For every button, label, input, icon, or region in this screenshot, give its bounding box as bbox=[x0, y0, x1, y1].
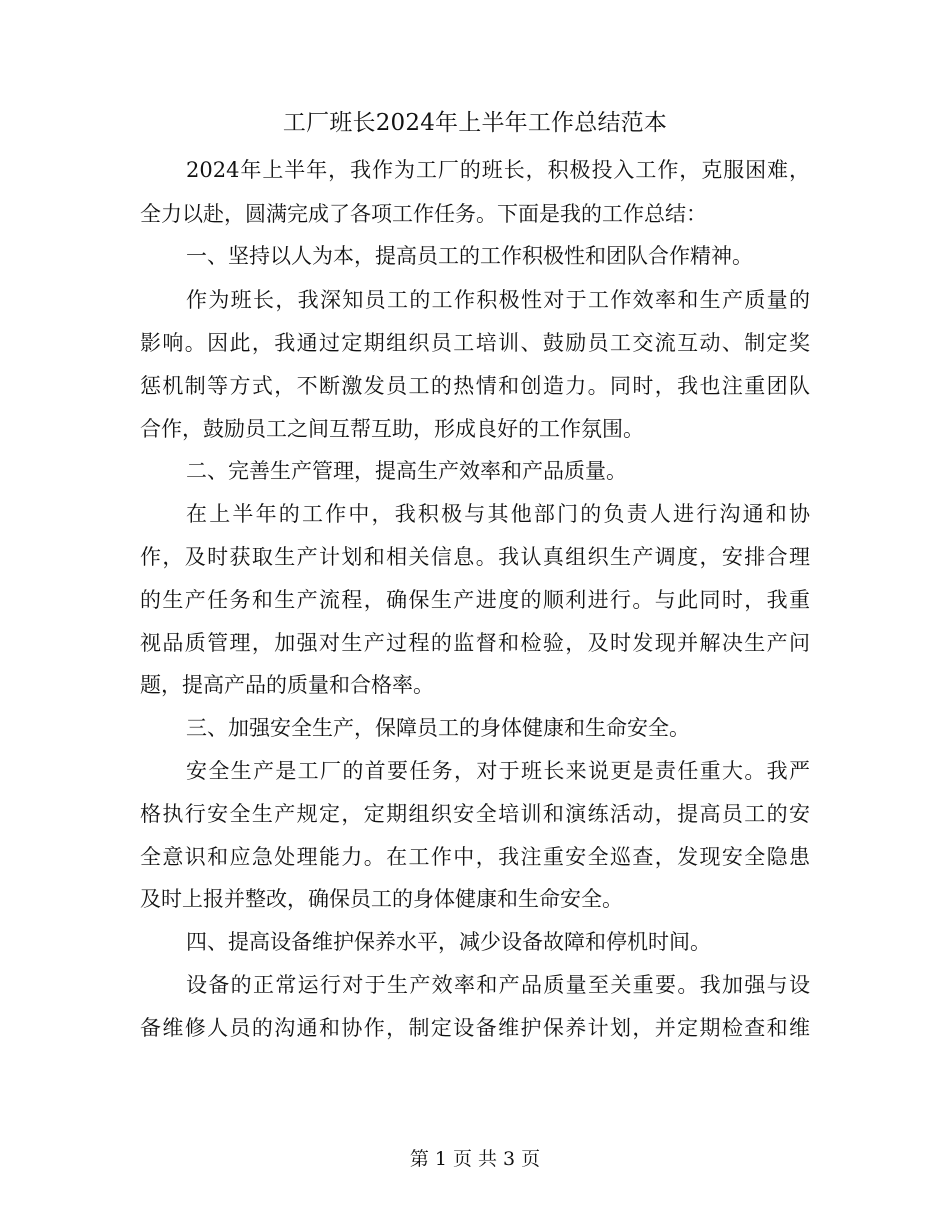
body-line: 题，提高产品的质量和合格率。 bbox=[140, 673, 434, 697]
body-line: 2024年上半年，我作为工厂的班长，积极投入工作，克服困难， bbox=[186, 158, 810, 182]
body-line: 全力以赴，圆满完成了各项工作任务。下面是我的工作总结： bbox=[140, 202, 707, 226]
body-line: 安全生产是工厂的首要任务，对于班长来说更是责任重大。我严 bbox=[186, 759, 810, 783]
body-line: 在上半年的工作中，我积极与其他部门的负责人进行沟通和协 bbox=[186, 502, 810, 526]
body-line: 影响。因此，我通过定期组织员工培训、鼓励员工交流互动、制定奖 bbox=[140, 331, 810, 355]
body-line: 合作，鼓励员工之间互帮互助，形成良好的工作氛围。 bbox=[140, 417, 644, 441]
section-heading: 四、提高设备维护保养水平，减少设备故障和停机时间。 bbox=[186, 930, 711, 954]
body-line: 惩机制等方式，不断激发员工的热情和创造力。同时，我也注重团队 bbox=[140, 374, 810, 398]
body-line: 格执行安全生产规定，定期组织安全培训和演练活动，提高员工的安 bbox=[140, 802, 810, 826]
body-line: 及时上报并整改，确保员工的身体健康和生命安全。 bbox=[140, 887, 623, 911]
body-line: 视品质管理，加强对生产过程的监督和检验，及时发现并解决生产问 bbox=[140, 631, 810, 655]
body-line: 备维修人员的沟通和协作，制定设备维护保养计划，并定期检查和维 bbox=[140, 1016, 810, 1040]
section-heading: 二、完善生产管理，提高生产效率和产品质量。 bbox=[186, 459, 627, 483]
document-title: 工厂班长2024年上半年工作总结范本 bbox=[282, 110, 668, 136]
section-heading: 一、坚持以人为本，提高员工的工作积极性和团队合作精神。 bbox=[186, 244, 753, 268]
body-line: 的生产任务和生产流程，确保生产进度的顺利进行。与此同时，我重 bbox=[140, 588, 810, 612]
body-line: 作为班长，我深知员工的工作积极性对于工作效率和生产质量的 bbox=[186, 288, 810, 312]
section-heading: 三、加强安全生产，保障员工的身体健康和生命安全。 bbox=[186, 716, 690, 740]
body-line: 设备的正常运行对于生产效率和产品质量至关重要。我加强与设 bbox=[186, 973, 810, 997]
body-line: 全意识和应急处理能力。在工作中，我注重安全巡查，发现安全隐患 bbox=[140, 845, 810, 869]
body-line: 作，及时获取生产计划和相关信息。我认真组织生产调度，安排合理 bbox=[140, 545, 810, 569]
page-footer: 第 1 页 共 3 页 bbox=[409, 1148, 541, 1170]
